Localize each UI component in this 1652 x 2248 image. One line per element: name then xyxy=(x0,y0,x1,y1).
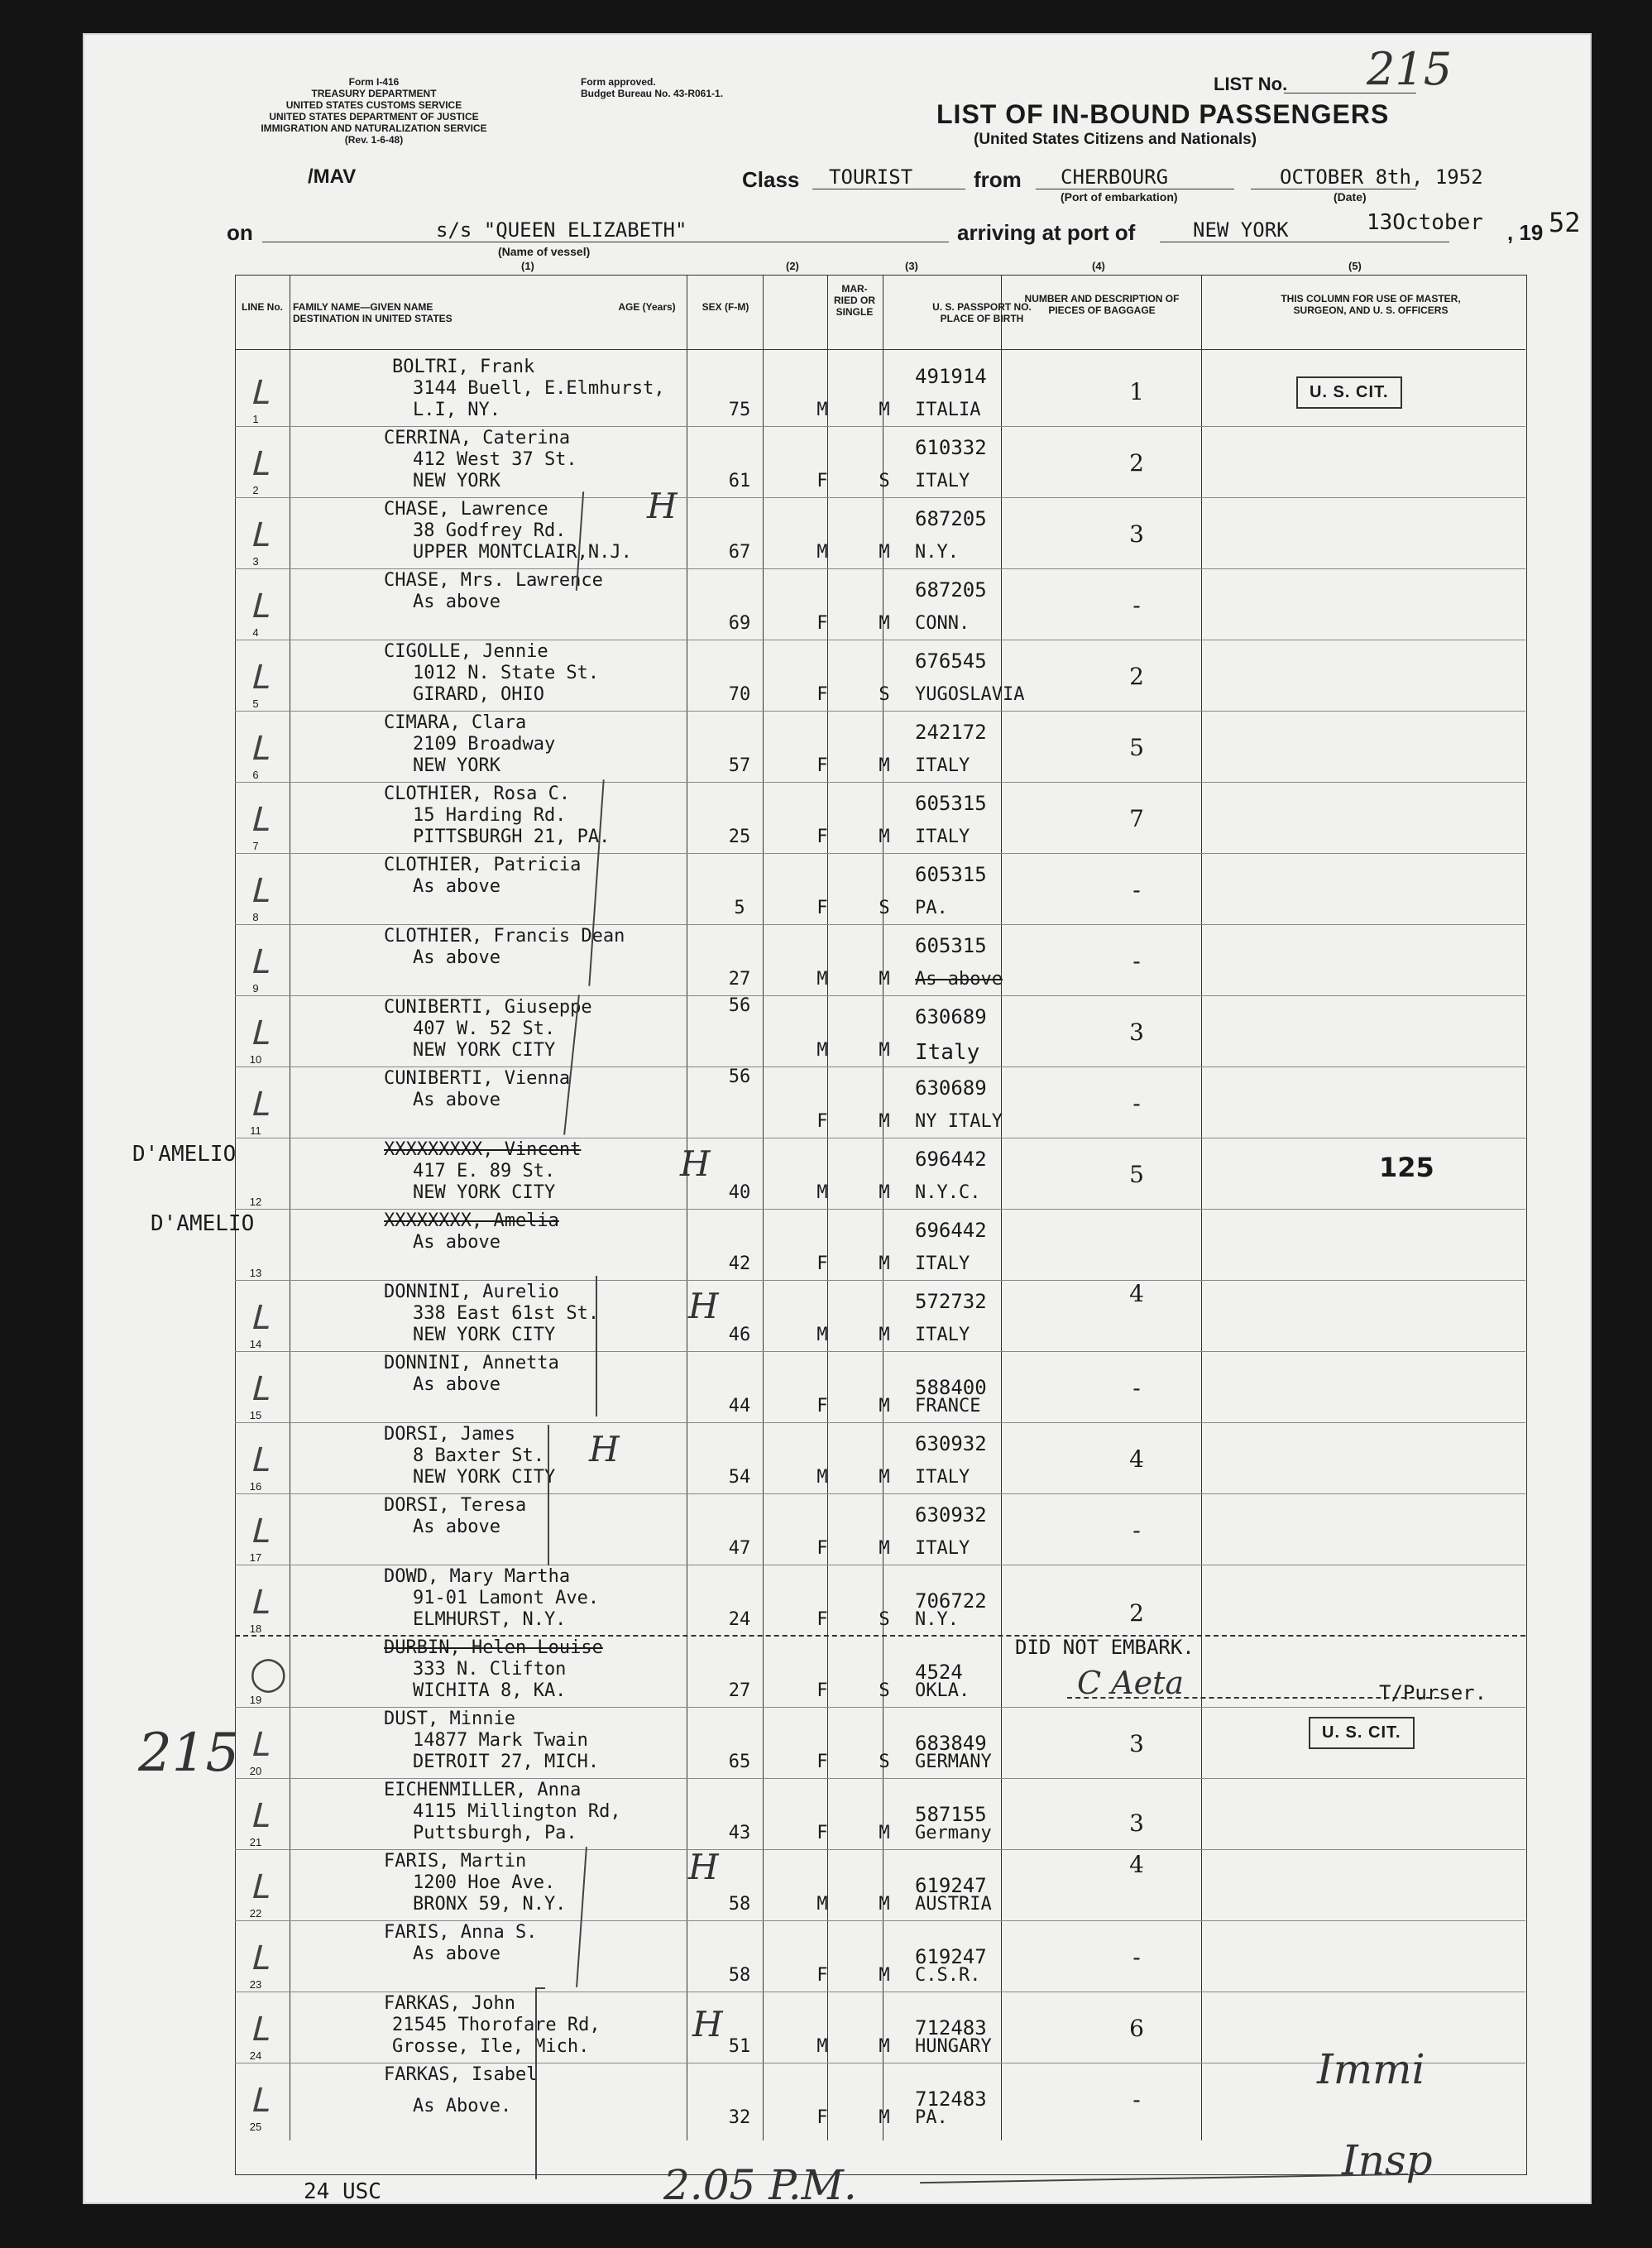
surname-correction: D'AMELIO xyxy=(132,1142,237,1167)
date-value: OCTOBER 8th, 1952 xyxy=(1280,165,1483,189)
arrival-port: NEW YORK xyxy=(1193,218,1289,242)
purser-signature: C Aeta xyxy=(1077,1665,1185,1701)
table-row: ᒪ 1 BOLTRI, Frank 3144 Buell, E.Elmhurst, L.I, NY. 75 M M 491914 ITALIA 1 xyxy=(235,353,1525,424)
table-row: ᒪ 22 FARIS, Martin 1200 Hoe Ave. BRONX 59, N.Y. 58 M M 619247 AUSTRIA 4 xyxy=(235,1848,1525,1918)
table-row: ◯ 19 DURBIN, Helen Louise 333 N. Clifton WICHITA 8, KA. 27 F S 4524 OKLA. xyxy=(235,1634,1525,1704)
from-label: from xyxy=(974,167,1022,192)
table-row: ᒪ 16 DORSI, James 8 Baxter St. NEW YORK CITY 54 M M 630932 ITALY 4 xyxy=(235,1421,1525,1491)
table-row: ᒪ 21 EICHENMILLER, Anna 4115 Millington Rd, Puttsburgh, Pa. 43 F M 587155 Germany 3 xyxy=(235,1776,1525,1847)
port-value: CHERBOURG xyxy=(1061,165,1169,189)
table-row: ᒪ 25 FARKAS, Isabel As Above. 32 F M 712483 PA. - xyxy=(249,2064,1141,2133)
inspector-note: Immi xyxy=(1317,2045,1425,2093)
table-row: ᒪ 9 CLOTHIER, Francis Dean As above 27 M M 605315 As above - xyxy=(235,923,1525,993)
page-title: LIST OF IN-BOUND PASSENGERS xyxy=(936,99,1390,129)
table-row: ᒪ 6 CIMARA, Clara 2109 Broadway NEW YORK 57 F M 242172 ITALY 5 xyxy=(235,709,1525,779)
table-row: ᒪ 11 CUNIBERTI, Vienna As above 56 F M 630689 NY ITALY - xyxy=(235,1065,1525,1135)
arrival-year: 52 xyxy=(1549,207,1581,238)
did-not-embark-note: DID NOT EMBARK. xyxy=(1015,1636,1195,1659)
table-row: ᒪ 2 CERRINA, Caterina 412 West 37 St. NEW YORK 61 F S 610332 ITALY 2 xyxy=(235,424,1525,495)
table-row: ᒪ 8 CLOTHIER, Patricia As above 5 F S 605315 PA. - xyxy=(235,851,1525,922)
table-row: ᒪ 5 CIGOLLE, Jennie 1012 N. State St. GIRARD, OHIO 70 F S 676545 YUGOSLAVIA 2 xyxy=(235,638,1525,708)
vessel-name: s/s "QUEEN ELIZABETH" xyxy=(436,218,687,242)
table-row: ᒪ 3 CHASE, Lawrence 38 Godfrey Rd. UPPER MONTCLAIR,N.J. 67 M M 687205 N.Y. 3 xyxy=(235,496,1525,566)
class-value: TOURIST xyxy=(829,165,913,189)
table-row: 13 XXXXXXXX, Amelia As above 42 F M 696442 ITALY xyxy=(235,1207,1525,1277)
initials: /MAV xyxy=(308,165,357,188)
table-row: ᒪ 20 DUST, Minnie 14877 Mark Twain DETROIT 27, MICH. 65 F S 683849 GERMANY 3 xyxy=(235,1705,1525,1776)
bottom-time: 2.05 P.M. xyxy=(663,2161,857,2209)
table-row: ᒪ 7 CLOTHIER, Rosa C. 15 Harding Rd. PITTSBURGH 21, PA. 25 F M 605315 ITALY 7 xyxy=(235,780,1525,851)
bottom-usc: 24 USC xyxy=(304,2179,381,2204)
table-row: ᒪ 18 DOWD, Mary Martha 91-01 Lamont Ave. ELMHURST, N.Y. 24 F S 706722 N.Y. 2 xyxy=(235,1563,1525,1633)
margin-list-number: 215 xyxy=(138,1723,240,1784)
table-row: ᒪ 15 DONNINI, Annetta As above 44 F M 588400 FRANCE - xyxy=(235,1349,1525,1420)
table-row: ᒪ 24 FARKAS, John 21545 Thorofare Rd, Grosse, Ile, Mich. 51 M M 712483 HUNGARY 6 xyxy=(235,1990,1525,2060)
form-approval: Form approved. Budget Bureau No. 43-R061-1. xyxy=(581,76,724,99)
list-no-label: LIST No. xyxy=(1214,74,1288,94)
page-subtitle: (United States Citizens and Nationals) xyxy=(974,131,1257,148)
us-citizen-stamp: U. S. CIT. xyxy=(1296,376,1402,409)
purser-label: T/Purser. xyxy=(1379,1681,1487,1704)
passenger-list-page: Form I-416 TREASURY DEPARTMENT UNITED STATES CUSTOMS SERVICE UNITED STATES DEPARTMENT OF JUSTICE IMMIGRATION AND NATURALIZATION SERVICE (Rev. 1-6-48) Form approved. Budget Bureau No. 43-R061-1. /MAV LIST No. 215 LIST OF IN-BOUND PASSENGERS (United States Citizens and Nationals) Class TOURIST from CHERBOURG (Port of embarkation) OCTOBER 8th, 1952 (Date) on s/s "QUEEN ELIZABETH" (Name of vessel) arriving at port of NEW YORK 13October , 19 52 (1) (2) (3) (4) (5) LINE No. FAMILY NAME—GIVEN NAME DESTINATION IN UNITED STATES AGE (Years) SEX (F-M) MAR- RIED OR SINGLE U. S. PASSPORT NO. PLACE OF BIRTH NUMBER AND DESCRIPTION OF PIECES OF BAGGAGE THIS COLUMN FOR USE OF MASTER, SURGEON, AND U. S. OFFICERS ᒪ 1 BOLTRI, Frank 3144 Buell, E.Elmhurst, L.I, NY. 75 M M 491914 ITALIA 1 ᒪ 2 CERRINA, Caterina 412 West 37 St. NEW YORK 61 F S 610332 ITALY 2 ᒪ 3 CHASE, Lawrence 38 Godfrey Rd. UPPER MONTCLAIR,N.J. 67 M M 687205 N.Y. 3 ᒪ 4 CHASE, Mrs. Lawrence As above 69 F M 687205 CONN. - ᒪ 5 CIGOLLE, Jennie 1012 N. State St. GIRARD, OHIO 70 F S 676545 YUGOSLAVIA 2 ᒪ 6 CIMARA, Clara 2109 Broadway NEW YORK 57 F M 242172 ITALY 5 ᒪ 7 CLOTHIER, Rosa C. 15 Harding Rd. PITTSBURGH 21, PA. 25 F M 605315 ITALY 7 ᒪ 8 CLOTHIER, Patricia As above 5 F S 605315 PA. - ᒪ 9 CLOTHIER, Francis Dean As above 27 M M 605315 As above - ᒪ 10 CUNIBERTI, Giuseppe 407 W. 52 St. NEW YORK CITY 56 M M 630689 Italy 3 ᒪ 11 CUNIBERTI, Vienna As above 56 F M 630689 NY ITALY - 12 XXXXXXXXX, Vincent 417 E. 89 St. NEW YORK CITY 40 M M 696442 N.Y.C. 5 13 XXXXXXXX, Amelia As above 42 F M 696442 ITALY ᒪ 14 DONNINI, Aurelio 338 East 61st St. NEW YORK CITY 46 M M 572732 ITALY 4 ᒪ 15 DONNINI, Annetta As above 44 F M 588400 FRANCE - ᒪ 16 DORSI, James 8 Baxter St. NEW YORK CITY 54 M M 630932 ITALY 4 ᒪ 17 DORSI, Teresa As above 47 F M 630932 ITALY - ᒪ 18 DOWD, Mary Martha 91-01 Lamont Ave. ELMHURST, N.Y. 24 F S 706722 N.Y. 2 ◯ 19 DURBIN, Helen Louise 333 N. Clifton WICHITA 8, KA. 27 F S 4524 OKLA. ᒪ 20 DUST, Minnie 14877 Mark Twain DETROIT 27, MICH. 65 F S 683849 GERMANY 3 ᒪ 21 EICHENMILLER, Anna 4115 Millington Rd, Puttsburgh, Pa. 43 F M 587155 Germany 3 ᒪ 22 FARIS, Martin 1200 Hoe Ave. BRONX 59, N.Y. 58 M M 619247 AUSTRIA 4 ᒪ 23 FARIS, Anna S. As above 58 F M 619247 C.S.R. - ᒪ 24 FARKAS, John 21545 Thorofare Rd, Grosse, Ile, Mich. 51 M M 712483 HUNGARY 6 ᒪ 25 FARKAS, Isabel As Above. 32 F M 712483 PA. - U. S. CIT. U. S. CIT. D'AMELIO D'AMELIO 125 DID NOT EMBARK. C Aeta T/Purser. 215 H H H H H H 24 USC 2.05 P.M. Immi Insp xyxy=(83,33,1592,2204)
list-no: 215 xyxy=(1367,43,1453,95)
table-row: ᒪ 4 CHASE, Mrs. Lawrence As above 69 F M 687205 CONN. - xyxy=(235,567,1525,637)
table-row: ᒪ 10 CUNIBERTI, Giuseppe 407 W. 52 St. NEW YORK CITY 56 M M 630689 Italy 3 xyxy=(235,994,1525,1064)
class-label: Class xyxy=(742,167,800,192)
arrival-date: 13October xyxy=(1367,210,1483,235)
surname-correction: D'AMELIO xyxy=(151,1211,255,1236)
table-row: ᒪ 23 FARIS, Anna S. As above 58 F M 619247 C.S.R. - xyxy=(235,1919,1525,1989)
us-citizen-stamp: U. S. CIT. xyxy=(1309,1717,1415,1749)
table-row: ᒪ 17 DORSI, Teresa As above 47 F M 630932 ITALY - xyxy=(235,1492,1525,1562)
table-row: ᒪ 14 DONNINI, Aurelio 338 East 61st St. NEW YORK CITY 46 M M 572732 ITALY 4 xyxy=(235,1278,1525,1349)
table-row: 12 XXXXXXXXX, Vincent 417 E. 89 St. NEW YORK CITY 40 M M 696442 N.Y.C. 5 xyxy=(235,1136,1525,1206)
count-note: 125 xyxy=(1379,1152,1434,1183)
form-id: Form I-416 TREASURY DEPARTMENT UNITED STATES CUSTOMS SERVICE UNITED STATES DEPARTMENT OF JUSTICE IMMIGRATION AND NATURALIZATION SERVICE (Rev. 1-6-48) xyxy=(261,76,487,146)
inspector-note: Insp xyxy=(1342,2136,1433,2184)
